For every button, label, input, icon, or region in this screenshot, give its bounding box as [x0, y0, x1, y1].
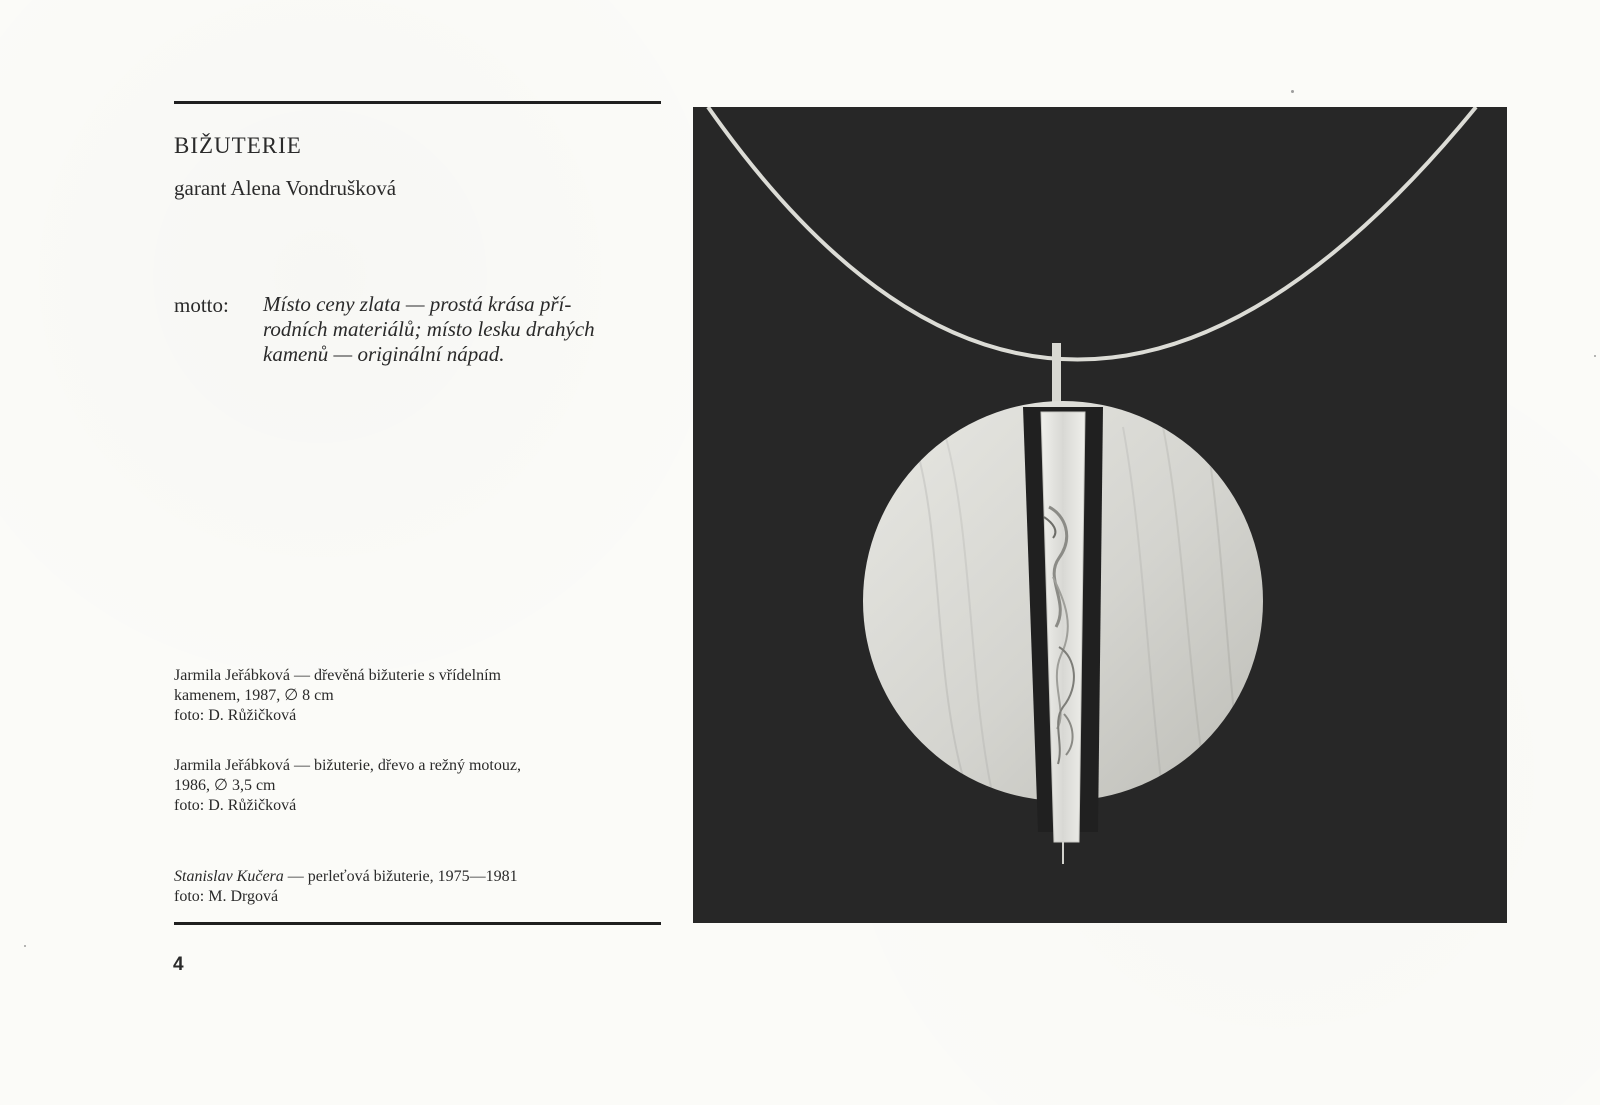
bottom-rule [174, 922, 661, 925]
paper-speck [1291, 90, 1294, 93]
section-garant: garant Alena Vondrušková [174, 176, 397, 200]
pendant-bail [1052, 343, 1061, 409]
motto-text: Místo ceny zlata — prostá krása pří- rodních materiálů; místo lesku drahých kamenů — originální nápad. [263, 292, 595, 366]
pendant-photo-image [693, 107, 1507, 923]
caption-3-author: Stanislav Kučera [174, 868, 284, 885]
motto-label: motto: [174, 293, 229, 317]
page-number: 4 [173, 954, 184, 975]
caption-3 [174, 847, 665, 907]
pin-end [1062, 842, 1064, 864]
pendant-photo [693, 107, 1507, 923]
caption-2: Jarmila Jeřábková — bižuterie, dřevo a režný motouz, 1986, ∅ 3,5 cm foto: D. Růžičková [174, 757, 521, 814]
caption-3-text: — perleťová bižuterie, 1975—1981 foto: M. Drgová [174, 868, 518, 905]
paper-speck [1594, 355, 1596, 357]
section-title: BIŽUTERIE [174, 133, 302, 158]
top-rule [174, 101, 661, 104]
paper-speck [24, 945, 26, 947]
caption-1: Jarmila Jeřábková — dřevěná bižuterie s vřídelním kamenem, 1987, ∅ 8 cm foto: D. Růžičková [174, 667, 501, 724]
